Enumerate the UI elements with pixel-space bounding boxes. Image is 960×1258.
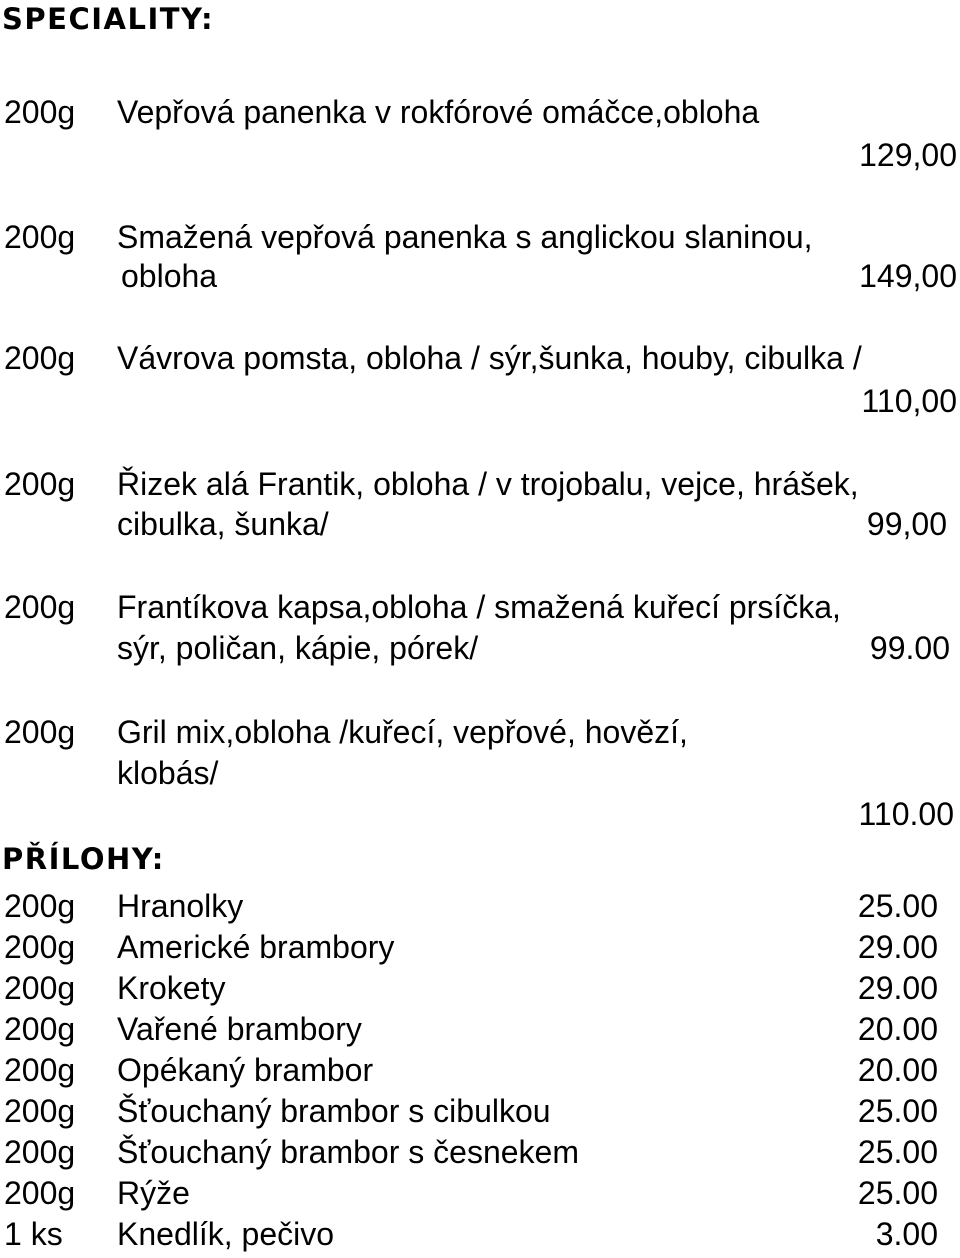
item-quantity: 200g xyxy=(4,1052,76,1088)
item-price: 29.00 xyxy=(857,970,938,1006)
item-description: Vávrova pomsta, obloha / sýr,šunka, houby, cibulka / xyxy=(117,340,862,376)
item-description-continued: obloha xyxy=(121,258,218,294)
item-quantity: 200g xyxy=(4,94,76,130)
item-description: Řizek alá Frantik, obloha / v trojobalu, vejce, hrášek, xyxy=(117,466,859,502)
item-price: 25.00 xyxy=(857,1175,938,1211)
item-price: 25.00 xyxy=(857,888,938,924)
item-price: 99,00 xyxy=(866,506,947,542)
item-quantity: 200g xyxy=(4,589,76,625)
item-quantity: 1 ks xyxy=(4,1216,63,1252)
item-quantity: 200g xyxy=(4,1134,76,1170)
item-price: 20.00 xyxy=(857,1011,938,1047)
item-description-continued: sýr, poličan, kápie, pórek/ xyxy=(117,630,479,666)
item-price: 20.00 xyxy=(857,1052,938,1088)
item-price: 110.00 xyxy=(858,796,954,832)
item-name: Vařené brambory xyxy=(117,1011,362,1047)
item-quantity: 200g xyxy=(4,1011,76,1047)
item-name: Šťouchaný brambor s česnekem xyxy=(117,1134,579,1170)
item-quantity: 200g xyxy=(4,219,76,255)
item-quantity: 200g xyxy=(4,929,76,965)
item-description: Smažená vepřová panenka s anglickou slaninou, xyxy=(117,219,813,255)
item-description-continued: cibulka, šunka/ xyxy=(117,506,329,542)
specialities-heading: SPECIALITY: xyxy=(2,2,215,36)
item-description: Gril mix,obloha /kuřecí, vepřové, hovězí, xyxy=(117,714,688,750)
item-quantity: 200g xyxy=(4,1175,76,1211)
item-quantity: 200g xyxy=(4,1093,76,1129)
item-description: Frantíkova kapsa,obloha / smažená kuřecí prsíčka, xyxy=(117,589,841,625)
item-name: Knedlík, pečivo xyxy=(117,1216,335,1252)
item-description: Vepřová panenka v rokfórové omáčce,obloha xyxy=(117,94,760,130)
item-name: Krokety xyxy=(117,970,226,1006)
item-price: 149,00 xyxy=(859,258,957,294)
item-name: Šťouchaný brambor s cibulkou xyxy=(117,1093,551,1129)
item-quantity: 200g xyxy=(4,466,76,502)
item-description-continued: klobás/ xyxy=(117,755,219,791)
item-name: Americké brambory xyxy=(117,929,395,965)
item-price: 25.00 xyxy=(857,1093,938,1129)
item-quantity: 200g xyxy=(4,888,76,924)
item-name: Opékaný brambor xyxy=(117,1052,374,1088)
item-quantity: 200g xyxy=(4,970,76,1006)
item-price: 3.00 xyxy=(875,1216,938,1252)
item-price: 129,00 xyxy=(859,137,957,173)
item-price: 29.00 xyxy=(857,929,938,965)
item-price: 25.00 xyxy=(857,1134,938,1170)
item-name: Rýže xyxy=(117,1175,190,1211)
item-price: 99.00 xyxy=(869,630,950,666)
item-name: Hranolky xyxy=(117,888,244,924)
item-quantity: 200g xyxy=(4,714,76,750)
item-quantity: 200g xyxy=(4,340,76,376)
sides-heading: PŘÍLOHY: xyxy=(2,842,165,876)
item-price: 110,00 xyxy=(861,383,957,419)
